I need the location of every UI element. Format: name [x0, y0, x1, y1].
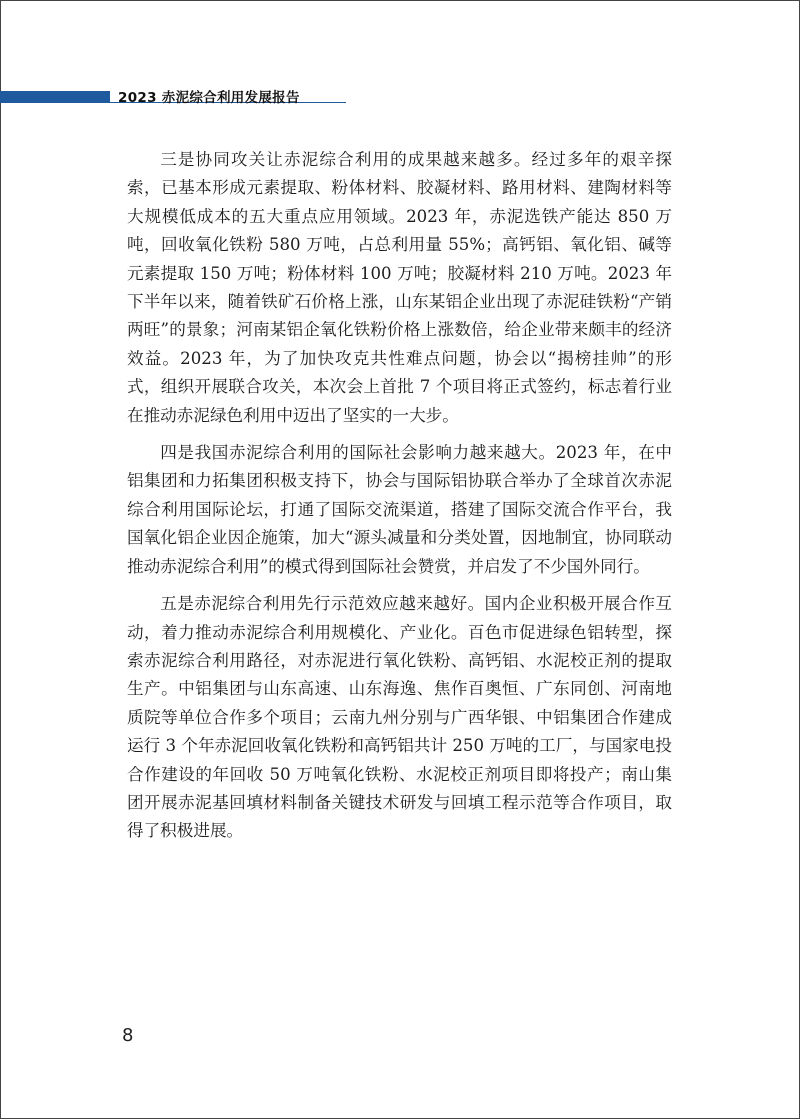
page-number: 8 — [122, 1025, 134, 1046]
paragraph-4-international-influence: 四是我国赤泥综合利用的国际社会影响力越来越大。2023 年，在中铝集团和力拓集团积极支持下，协会与国际铝协联合举办了全球首次赤泥综合利用国际论坛，打通了国际交流渠道，搭建了国际交流合作平台，我国氧化铝企业因企施策，加大“源头减量和分类处置，因地制宜，协同联动推动赤泥综合利用”的模式得到国际社会赞赏，并启发了不少国外同行。 — [127, 443, 672, 576]
paragraph-3-collaborative-research: 三是协同攻关让赤泥综合利用的成果越来越多。经过多年的艰辛探索，已基本形成元素提取、粉体材料、胶凝材料、路用材料、建陶材料等大规模低成本的五大重点应用领域。2023 年，赤泥选铁产能达 850 万吨，回收氧化铁粉 580 万吨，占总利用量 55%；高钙铝、氧化铝、碱等元素提取 150 万吨；粉体材料 100 万吨；胶凝材料 210 万吨。2023 年下半年以来，随着铁矿石价格上涨，山东某铝企业出现了赤泥硅铁粉“产销两旺”的景象；河南某铝企氧化铁粉价格上涨数倍，给企业带来颇丰的经济效益。2023 年，为了加快攻克共性难点问题，协会以“揭榜挂帅”的形式，组织开展联合攻关，本次会上首批 7 个项目将正式签约，标志着行业在推动赤泥绿色利用中迈出了坚实的一大步。 — [127, 150, 672, 425]
running-header-title: 2023 赤泥综合利用发展报告 — [118, 90, 300, 106]
paragraph-5-demonstration-effect: 五是赤泥综合利用先行示范效应越来越好。国内企业积极开展合作互动，着力推动赤泥综合利用规模化、产业化。百色市促进绿色铝转型，探索赤泥综合利用路径，对赤泥进行氧化铁粉、高钙铝、水泥校正剂的提取生产。中铝集团与山东高速、山东海逸、焦作百奥恒、广东同创、河南地质院等单位合作多个项目；云南九州分别与广西华银、中铝集团合作建成运行 3 个年赤泥回收氧化铁粉和高钙铝共计 250 万吨的工厂，与国家电投合作建设的年回收 50 万吨氧化铁粉、水泥校正剂项目即将投产；南山集团开展赤泥基回填材料制备关键技术研发与回填工程示范等合作项目，取得了积极进展。 — [127, 594, 672, 841]
body-text — [127, 146, 672, 855]
header-accent-bar — [0, 91, 110, 103]
